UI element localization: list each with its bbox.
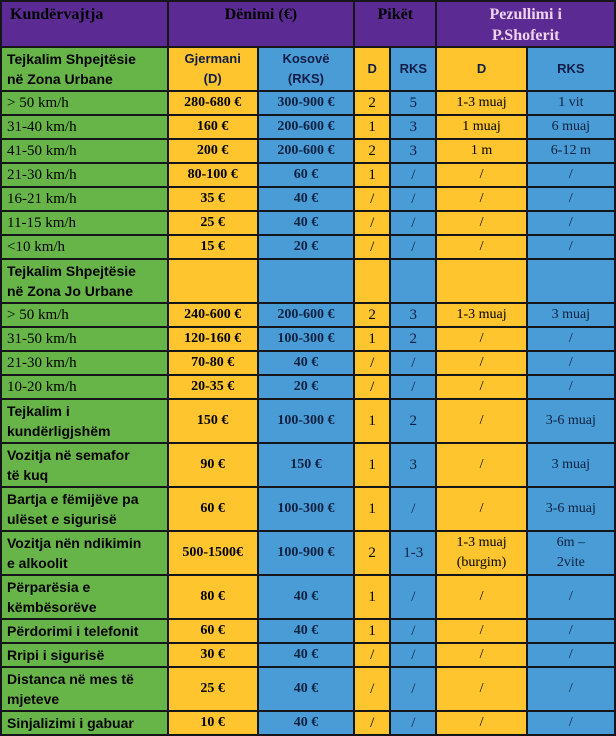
de-suspension: / xyxy=(436,327,526,351)
rks-fine: Kosovë (RKS) xyxy=(258,47,354,91)
de-suspension: 1-3 muaj xyxy=(436,91,526,115)
violation-label: Bartja e fëmijëve pa ulëset e sigurisë xyxy=(1,487,168,531)
rks-fine: 150 € xyxy=(258,443,354,487)
table-row xyxy=(1,235,615,259)
de-points: 1 xyxy=(354,619,390,643)
rks-fine: 100-300 € xyxy=(258,487,354,531)
table-row xyxy=(1,303,615,327)
rks-suspension: 6 muaj xyxy=(527,115,615,139)
rks-points: 2 xyxy=(390,327,436,351)
rks-suspension: / xyxy=(527,375,615,399)
de-points: / xyxy=(354,235,390,259)
de-fine: 120-160 € xyxy=(168,327,258,351)
rks-suspension: / xyxy=(527,235,615,259)
rks-fine: 40 € xyxy=(258,619,354,643)
rks-points: / xyxy=(390,235,436,259)
rks-suspension: 3-6 muaj xyxy=(527,487,615,531)
de-points: / xyxy=(354,643,390,667)
rks-fine: 40 € xyxy=(258,351,354,375)
rks-points: 1-3 xyxy=(390,531,436,575)
table-row xyxy=(1,643,615,667)
header-fine: Dënimi (€) xyxy=(168,1,355,47)
de-suspension: / xyxy=(436,187,526,211)
table-row xyxy=(1,575,615,619)
rks-suspension: / xyxy=(527,643,615,667)
de-suspension: 1-3 muaj xyxy=(436,303,526,327)
de-suspension: D xyxy=(436,47,526,91)
de-fine: 80-100 € xyxy=(168,163,258,187)
de-suspension: / xyxy=(436,235,526,259)
rks-fine: 200-600 € xyxy=(258,115,354,139)
rks-fine xyxy=(258,259,354,303)
rks-points: / xyxy=(390,711,436,735)
de-suspension: 1 m xyxy=(436,139,526,163)
violation-label: > 50 km/h xyxy=(1,303,168,327)
violation-label: 41-50 km/h xyxy=(1,139,168,163)
de-suspension: / xyxy=(436,443,526,487)
violation-label: 31-40 km/h xyxy=(1,115,168,139)
table-row xyxy=(1,91,615,115)
de-points: 1 xyxy=(354,399,390,443)
de-suspension: / xyxy=(436,643,526,667)
de-points: 1 xyxy=(354,327,390,351)
de-points: 2 xyxy=(354,531,390,575)
de-points: 1 xyxy=(354,575,390,619)
de-suspension: / xyxy=(436,399,526,443)
rks-points: RKS xyxy=(390,47,436,91)
table-body xyxy=(1,47,615,735)
table-row xyxy=(1,139,615,163)
de-fine xyxy=(168,259,258,303)
table-row xyxy=(1,327,615,351)
violation-label: 16-21 km/h xyxy=(1,187,168,211)
header-points: Pikët xyxy=(354,1,436,47)
de-suspension: 1 muaj xyxy=(436,115,526,139)
de-points: / xyxy=(354,187,390,211)
rks-points: / xyxy=(390,575,436,619)
rks-fine: 40 € xyxy=(258,187,354,211)
violation-label: <10 km/h xyxy=(1,235,168,259)
rks-points: 3 xyxy=(390,139,436,163)
de-points: 1 xyxy=(354,487,390,531)
rks-fine: 100-300 € xyxy=(258,399,354,443)
rks-fine: 60 € xyxy=(258,163,354,187)
header-row xyxy=(1,1,615,47)
table-row xyxy=(1,711,615,735)
de-suspension: / xyxy=(436,667,526,711)
rks-points: / xyxy=(390,187,436,211)
de-suspension: / xyxy=(436,375,526,399)
de-fine: Gjermani (D) xyxy=(168,47,258,91)
rks-points: 2 xyxy=(390,399,436,443)
de-points: 1 xyxy=(354,163,390,187)
rks-points: / xyxy=(390,375,436,399)
de-fine: 200 € xyxy=(168,139,258,163)
header-violation: Kundërvajtja xyxy=(1,1,168,47)
rks-points: / xyxy=(390,351,436,375)
de-suspension: / xyxy=(436,711,526,735)
rks-points: / xyxy=(390,211,436,235)
violation-label: Përdorimi i telefonit xyxy=(1,619,168,643)
de-fine: 20-35 € xyxy=(168,375,258,399)
violation-label: 11-15 km/h xyxy=(1,211,168,235)
rks-suspension: / xyxy=(527,163,615,187)
rks-suspension: / xyxy=(527,575,615,619)
rks-suspension: / xyxy=(527,667,615,711)
violation-label: 10-20 km/h xyxy=(1,375,168,399)
rks-points: 5 xyxy=(390,91,436,115)
rks-fine: 40 € xyxy=(258,211,354,235)
rks-suspension: / xyxy=(527,327,615,351)
de-points: 2 xyxy=(354,139,390,163)
table-row xyxy=(1,115,615,139)
table-row xyxy=(1,187,615,211)
de-fine: 70-80 € xyxy=(168,351,258,375)
table-row xyxy=(1,487,615,531)
de-fine: 150 € xyxy=(168,399,258,443)
rks-suspension: / xyxy=(527,211,615,235)
table-row xyxy=(1,443,615,487)
violation-label: 31-50 km/h xyxy=(1,327,168,351)
rks-suspension: 3 muaj xyxy=(527,443,615,487)
section-label: Tejkalim Shpejtësie në Zona Urbane xyxy=(1,47,168,91)
violation-label: Vozitja në semafor të kuq xyxy=(1,443,168,487)
de-points: / xyxy=(354,375,390,399)
rks-fine: 40 € xyxy=(258,575,354,619)
rks-points: / xyxy=(390,643,436,667)
de-points xyxy=(354,259,390,303)
rks-suspension xyxy=(527,259,615,303)
de-points: / xyxy=(354,711,390,735)
rks-points xyxy=(390,259,436,303)
de-points: / xyxy=(354,667,390,711)
rks-fine: 200-600 € xyxy=(258,303,354,327)
violation-label: Tejkalim i kundërligjshëm xyxy=(1,399,168,443)
rks-points: / xyxy=(390,487,436,531)
table-row xyxy=(1,259,615,303)
rks-suspension: / xyxy=(527,619,615,643)
section-label: Tejkalim Shpejtësie në Zona Jo Urbane xyxy=(1,259,168,303)
de-fine: 240-600 € xyxy=(168,303,258,327)
de-points: 1 xyxy=(354,115,390,139)
violation-label: Përparësia e këmbësorëve xyxy=(1,575,168,619)
de-suspension: / xyxy=(436,619,526,643)
de-points: 2 xyxy=(354,91,390,115)
rks-suspension: 3-6 muaj xyxy=(527,399,615,443)
de-fine: 35 € xyxy=(168,187,258,211)
violation-label: 21-30 km/h xyxy=(1,163,168,187)
de-fine: 60 € xyxy=(168,619,258,643)
rks-suspension: 3 muaj xyxy=(527,303,615,327)
rks-suspension: / xyxy=(527,351,615,375)
rks-points: / xyxy=(390,667,436,711)
rks-fine: 20 € xyxy=(258,375,354,399)
de-suspension: / xyxy=(436,351,526,375)
rks-suspension: 6m – 2vite xyxy=(527,531,615,575)
de-suspension: / xyxy=(436,163,526,187)
rks-points: 3 xyxy=(390,303,436,327)
de-points: D xyxy=(354,47,390,91)
de-fine: 500-1500€ xyxy=(168,531,258,575)
violation-label: > 50 km/h xyxy=(1,91,168,115)
table-row xyxy=(1,399,615,443)
de-points: / xyxy=(354,351,390,375)
rks-fine: 40 € xyxy=(258,643,354,667)
table-row xyxy=(1,163,615,187)
table-row xyxy=(1,47,615,91)
de-fine: 80 € xyxy=(168,575,258,619)
rks-fine: 100-300 € xyxy=(258,327,354,351)
rks-fine: 300-900 € xyxy=(258,91,354,115)
de-suspension xyxy=(436,259,526,303)
rks-suspension: 6-12 m xyxy=(527,139,615,163)
de-fine: 280-680 € xyxy=(168,91,258,115)
table-row xyxy=(1,531,615,575)
rks-fine: 200-600 € xyxy=(258,139,354,163)
rks-points: / xyxy=(390,619,436,643)
violation-label: Distanca në mes të mjeteve xyxy=(1,667,168,711)
table-row xyxy=(1,211,615,235)
de-fine: 15 € xyxy=(168,235,258,259)
de-fine: 30 € xyxy=(168,643,258,667)
rks-suspension: RKS xyxy=(527,47,615,91)
de-suspension: / xyxy=(436,575,526,619)
de-suspension: 1-3 muaj (burgim) xyxy=(436,531,526,575)
violation-label: 21-30 km/h xyxy=(1,351,168,375)
rks-points: 3 xyxy=(390,443,436,487)
rks-points: / xyxy=(390,163,436,187)
rks-fine: 40 € xyxy=(258,711,354,735)
violation-label: Sinjalizimi i gabuar xyxy=(1,711,168,735)
de-suspension: / xyxy=(436,211,526,235)
rks-fine: 20 € xyxy=(258,235,354,259)
de-fine: 25 € xyxy=(168,211,258,235)
de-points: / xyxy=(354,211,390,235)
de-fine: 160 € xyxy=(168,115,258,139)
rks-fine: 40 € xyxy=(258,667,354,711)
rks-suspension: / xyxy=(527,187,615,211)
table-row xyxy=(1,667,615,711)
table-row xyxy=(1,619,615,643)
rks-suspension: 1 vit xyxy=(527,91,615,115)
table-row xyxy=(1,351,615,375)
de-fine: 60 € xyxy=(168,487,258,531)
rks-fine: 100-900 € xyxy=(258,531,354,575)
violation-label: Vozitja nën ndikimin e alkoolit xyxy=(1,531,168,575)
rks-points: 3 xyxy=(390,115,436,139)
header-suspension: Pezullimi i P.Shoferit xyxy=(436,1,615,47)
de-points: 1 xyxy=(354,443,390,487)
table-row xyxy=(1,375,615,399)
de-fine: 10 € xyxy=(168,711,258,735)
de-fine: 25 € xyxy=(168,667,258,711)
de-suspension: / xyxy=(436,487,526,531)
de-points: 2 xyxy=(354,303,390,327)
de-fine: 90 € xyxy=(168,443,258,487)
rks-suspension: / xyxy=(527,711,615,735)
violation-label: Rripi i sigurisë xyxy=(1,643,168,667)
